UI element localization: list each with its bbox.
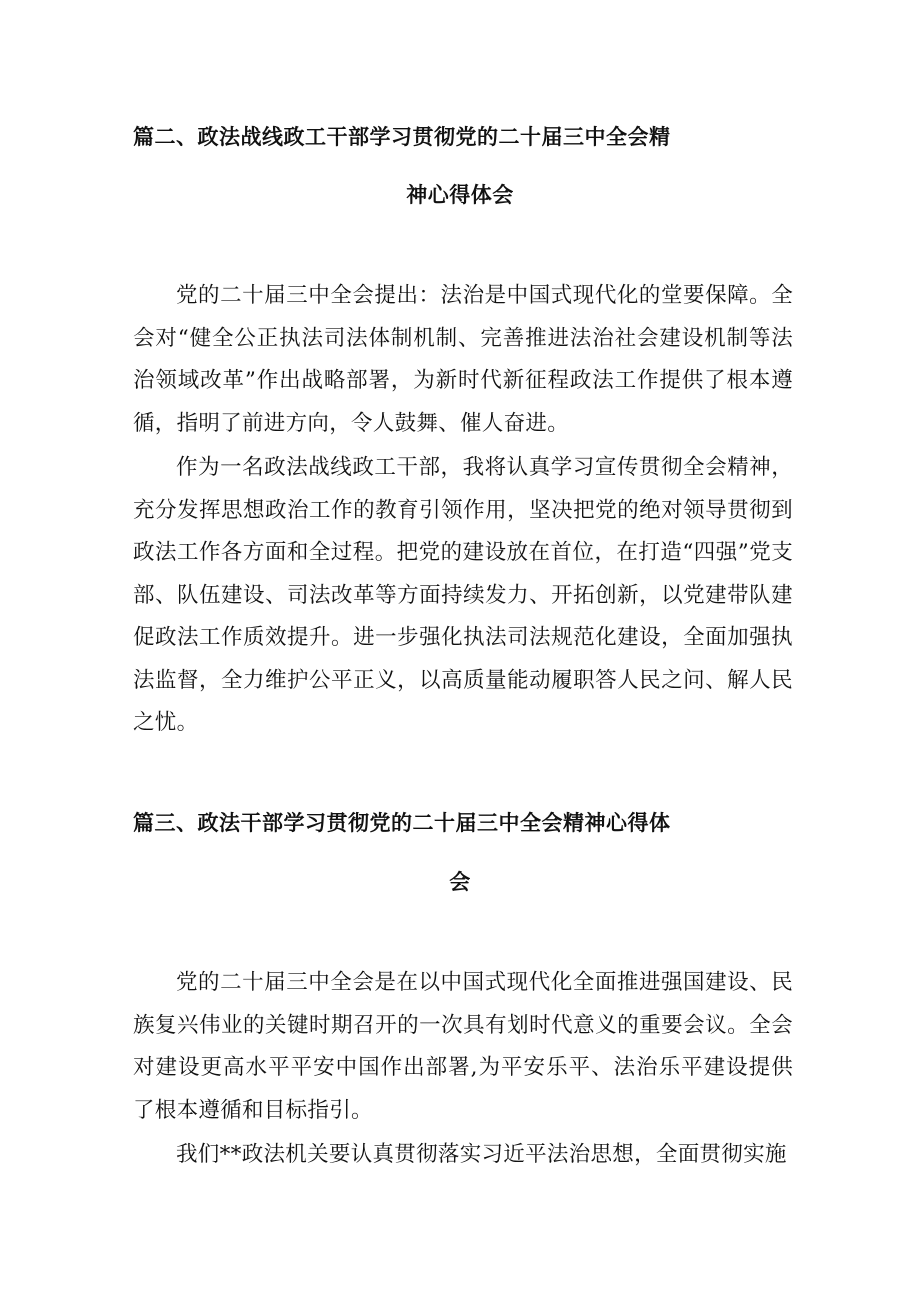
section-3-title-line-2: 会	[449, 870, 471, 894]
section-3-title-line-1: 篇三、政法干部学习贯彻党的二十届三中全会精神心得体	[133, 811, 671, 835]
section-2-paragraph-1: 党的二十届三中全会提出：法治是中国式现代化的堂要保障。全会对“健全公正执法司法体制机制、完善推进法治社会建设机制等法治领域改革”作出战略部署，为新时代新征程政法工作提供了根本遵循，指明了前进方向，令人鼓舞、催人奋进。	[133, 283, 793, 436]
section-2-title-line-1: 篇二、政法战线政工干部学习贯彻党的二十届三中全会精	[133, 125, 671, 149]
section-3-paragraph-1: 党的二十届三中全会是在以中国式现代化全面推进强国建设、民族复兴伟业的关键时期召开的一次具有划时代意义的重要会议。全会对建设更高水平平安中国作出部署,为平安乐平、法治乐平建设提供了根本遵循和目标指引。	[133, 970, 793, 1123]
section-2-title-line-2: 神心得体会	[406, 183, 514, 207]
section-2-paragraph-2: 作为一名政法战线政工干部，我将认真学习宣传贯彻全会精神，充分发挥思想政治工作的教育引领作用，坚决把党的绝对领导贯彻到政法工作各方面和全过程。把党的建设放在首位，在打造“四强”党支部、队伍建设、司法改革等方面持续发力、开拓创新，以党建带队建促政法工作质效提升。进一步强化执法司法规范化建设，全面加强执法监督，全力维护公平正义，以高质量能动履职答人民之问、解人民之忧。	[133, 455, 793, 735]
section-3-paragraph-2: 我们**政法机关要认真贯彻落实习近平法治思想，全面贯彻实施	[176, 1142, 787, 1167]
